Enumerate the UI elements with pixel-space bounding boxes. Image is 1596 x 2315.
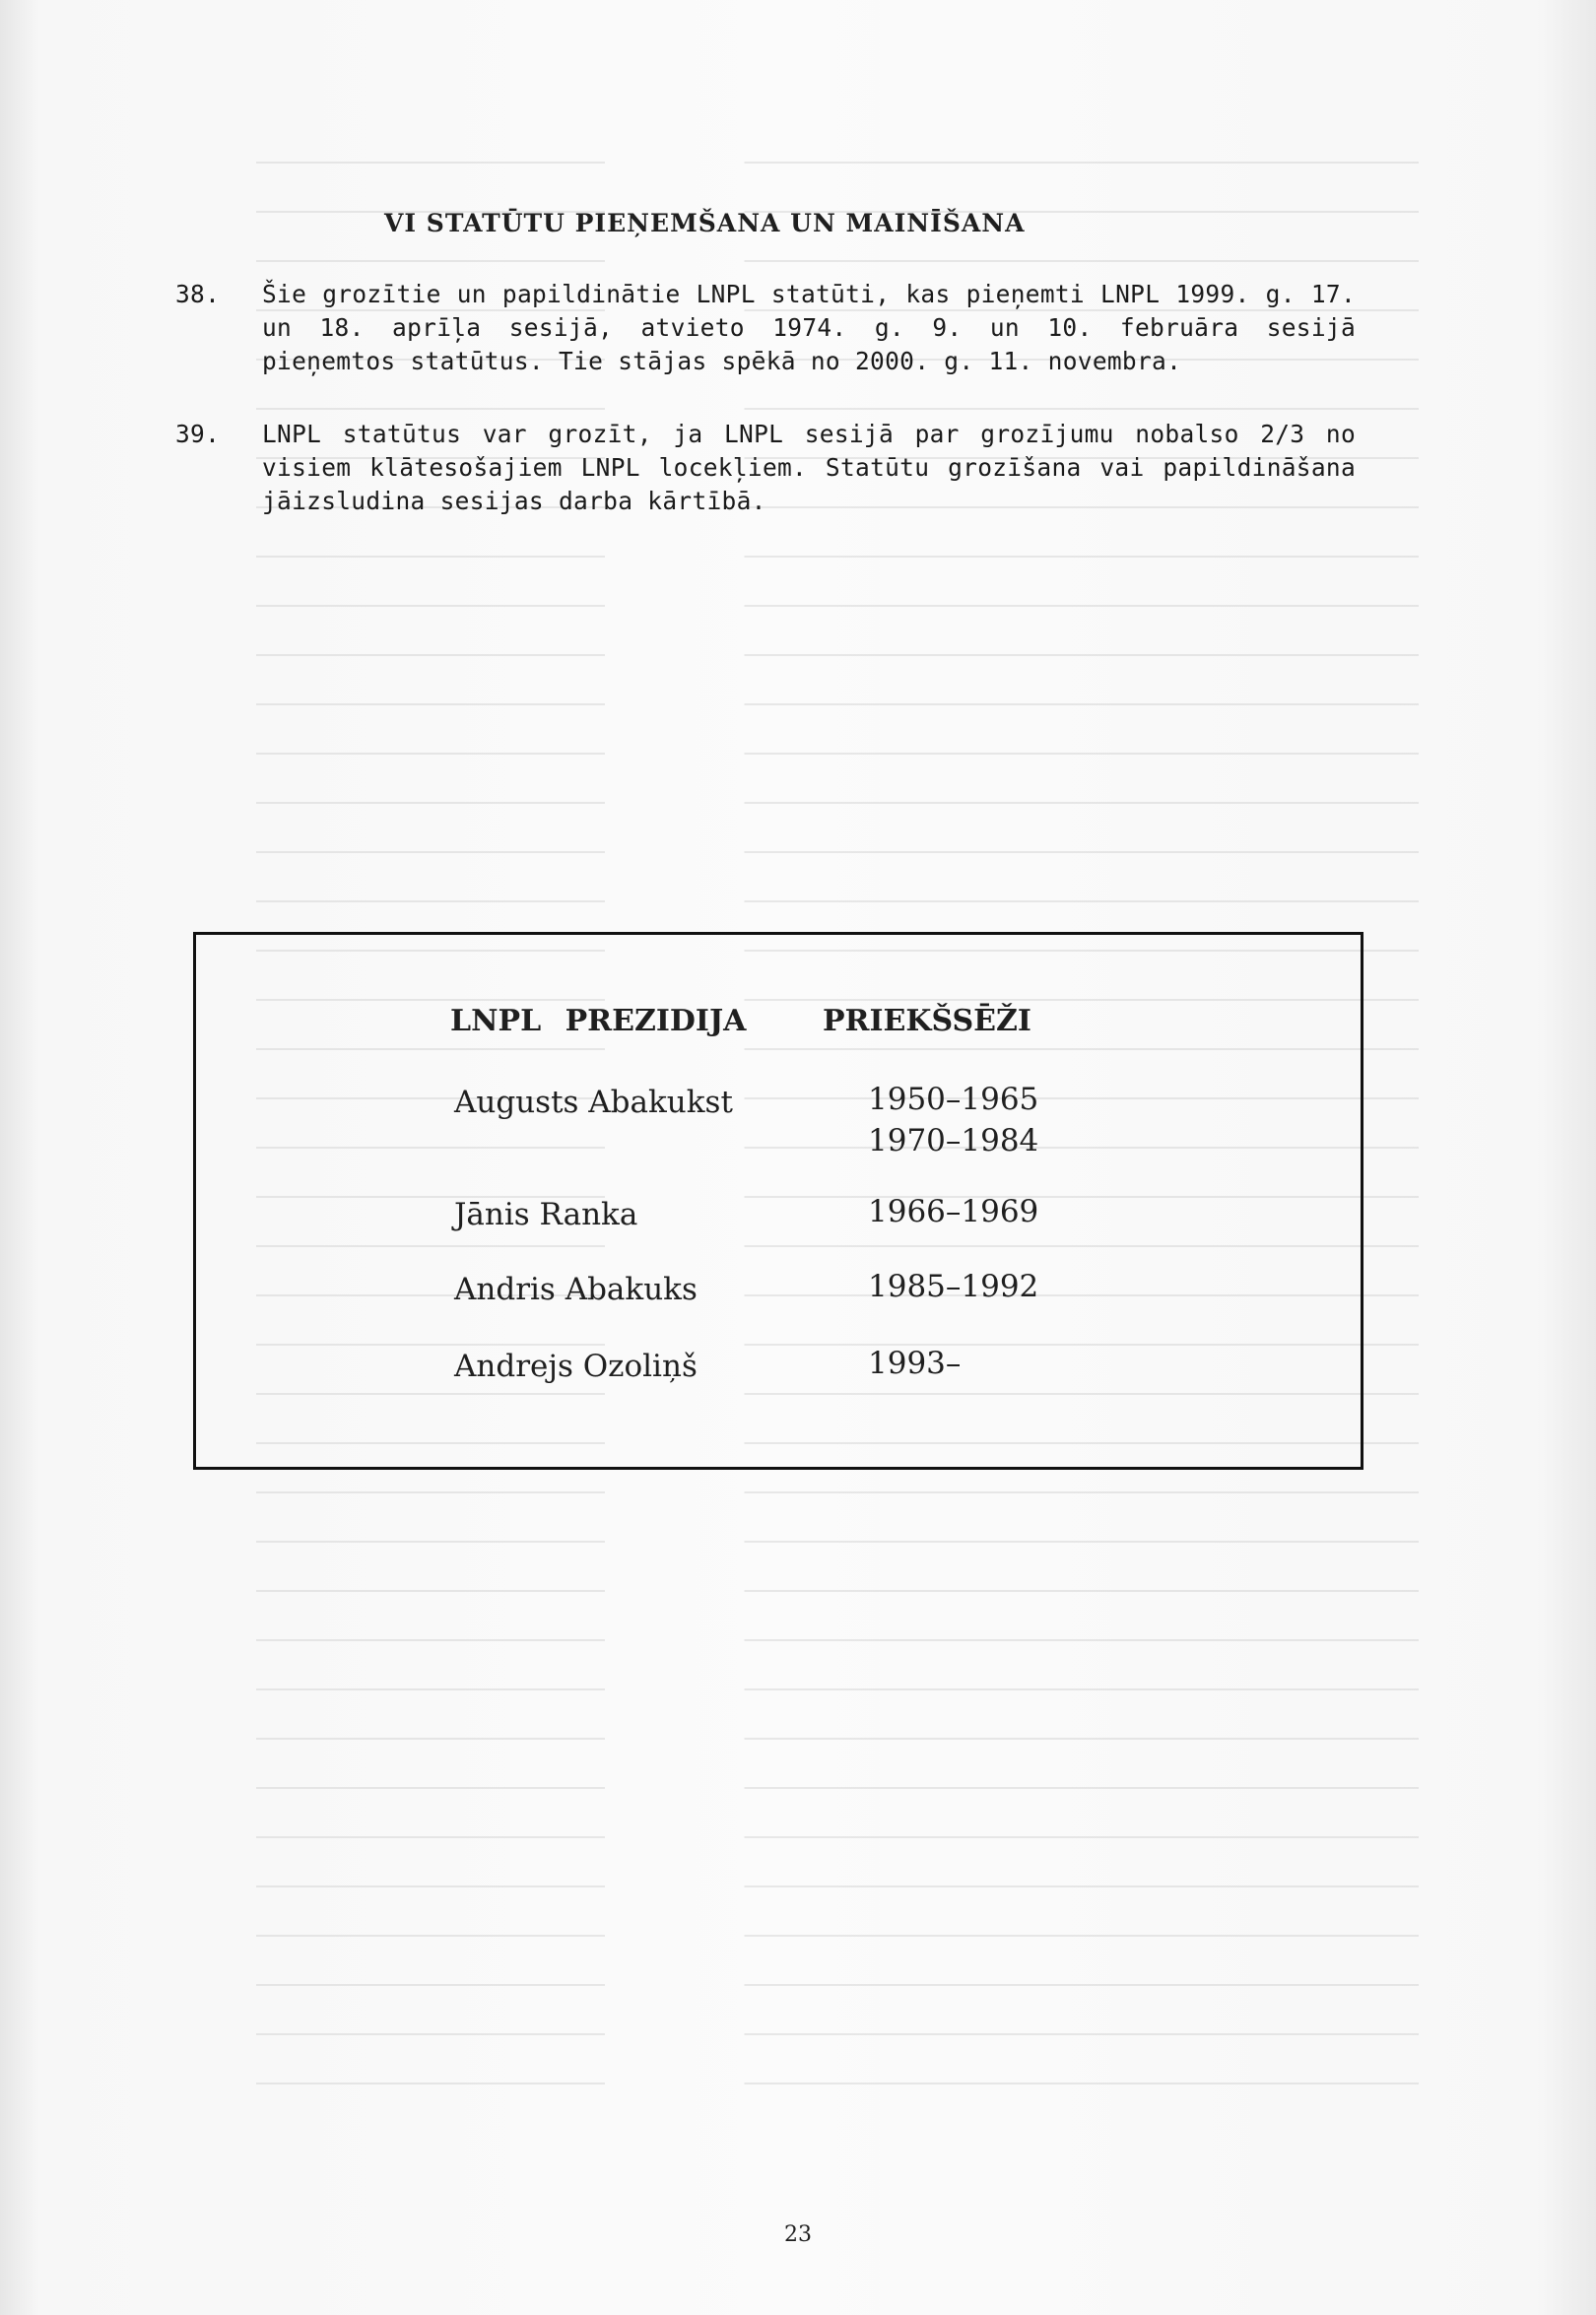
page-number: 23 <box>784 2222 812 2247</box>
chair-years <box>868 1266 1038 1307</box>
item-number: 39. <box>175 420 221 448</box>
box-title-right: PRIEKŠSĒŽI <box>823 1004 1031 1038</box>
chair-years <box>868 1343 961 1384</box>
chair-name: Jānis Ranka <box>454 1197 638 1232</box>
chair-years <box>868 1079 1038 1161</box>
chair-name: Augusts Abakukst <box>454 1085 733 1120</box>
item-text: LNPL statūtus var grozīt, ja LNPL sesijā par grozījumu nobalso 2/3 no visiem klātesošajiem LNPL locekļiem. Statūtu grozīšana vai papildināšana jāizsludina sesijas darba kārtībā. <box>262 420 1356 515</box>
chair-term: 1993– <box>868 1346 962 1381</box>
statute-item-39 <box>175 418 1377 526</box>
chair-term: 1970–1984 <box>868 1123 1039 1158</box>
item-number: 38. <box>175 280 221 308</box>
item-text: Šie grozītie un papildinātie LNPL statūti, kas pieņemti LNPL 1999. g. 17. un 18. aprīļa sesijā, atvieto 1974. g. 9. un 10. februāra sesijā pieņemtos statūtus. Tie stājas spēkā no 2000. g. 11. novembra. <box>262 280 1356 375</box>
section-heading: VI STATŪTU PIEŅEMŠANA UN MAINĪŠANA <box>384 209 1026 237</box>
statute-item-38 <box>175 278 1377 386</box>
chair-name: Andrejs Ozoliņš <box>454 1349 698 1384</box>
chair-term: 1950–1965 <box>868 1082 1039 1117</box>
chair-name: Andris Abakuks <box>454 1272 698 1307</box>
chair-term: 1966–1969 <box>868 1194 1039 1229</box>
box-title-left: LNPL PREZIDIJA <box>450 1004 747 1038</box>
presidium-chairs-box <box>193 932 1363 1470</box>
chair-years <box>868 1191 1038 1232</box>
chair-term: 1985–1992 <box>868 1269 1039 1304</box>
